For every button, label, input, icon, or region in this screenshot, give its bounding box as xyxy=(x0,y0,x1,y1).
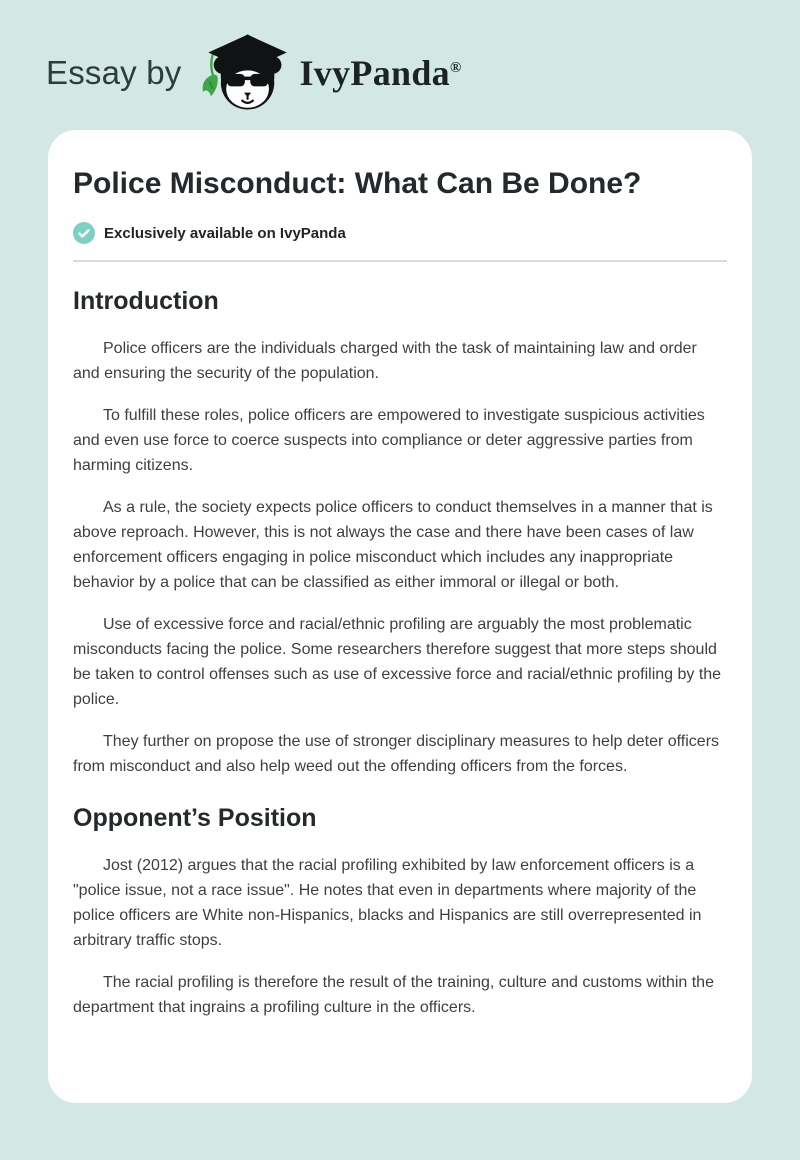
section-heading-opponents-position: Opponent’s Position xyxy=(73,804,317,832)
paragraph: They further on propose the use of stronger disciplinary measures to help deter officers from misconduct and also help weed out the offending officers from the forces. xyxy=(73,733,720,775)
paragraph: Jost (2012) argues that the racial profiling exhibited by law enforcement officers is a "police issue, not a race issue". He notes that even in departments where majority of the police officers are White non-Hispanics, blacks and Hispanics are still overrepresented in arbitrary traffic stops. xyxy=(73,857,702,949)
paragraph: The racial profiling is therefore the result of the training, culture and customs within the department that ingrains a profiling culture in the officers. xyxy=(73,974,714,1016)
section-opponents-position xyxy=(73,803,727,1020)
registered-mark: ® xyxy=(449,60,462,76)
availability-label: Exclusively available on IvyPanda xyxy=(104,224,346,242)
paragraph: As a rule, the society expects police officers to conduct themselves in a manner that is above reproach. However, this is not always the case and there have been cases of law enforcement officers engaging in police misconduct which includes any inappropriate behavior by a police that can be classified as either immoral or illegal or both. xyxy=(73,499,713,591)
section-heading-introduction: Introduction xyxy=(73,287,219,315)
essay-by-label: Essay by xyxy=(46,54,182,91)
section-introduction xyxy=(73,286,727,779)
check-icon xyxy=(73,222,95,244)
panda-graduate-icon xyxy=(198,32,290,114)
essay-card xyxy=(48,130,752,1103)
essay-title: Police Misconduct: What Can Be Done? xyxy=(73,167,642,200)
paragraph: Police officers are the individuals charged with the task of maintaining law and order and ensuring the security of the population. xyxy=(73,340,697,382)
paragraph: To fulfill these roles, police officers are empowered to investigate suspicious activities and even use force to coerce suspects into compliance or deter aggressive parties from harming citizens. xyxy=(73,407,705,474)
site-header xyxy=(0,0,800,116)
brand-name: IvyPanda xyxy=(299,53,450,93)
paragraph: Use of excessive force and racial/ethnic profiling are arguably the most problematic misconducts facing the police. Some researchers therefore suggest that more steps should be taken to control offenses such as use of excessive force and racial/ethnic profiling by the police. xyxy=(73,616,722,708)
brand-wordmark xyxy=(300,52,462,94)
availability-badge xyxy=(73,222,727,244)
divider xyxy=(73,260,727,262)
